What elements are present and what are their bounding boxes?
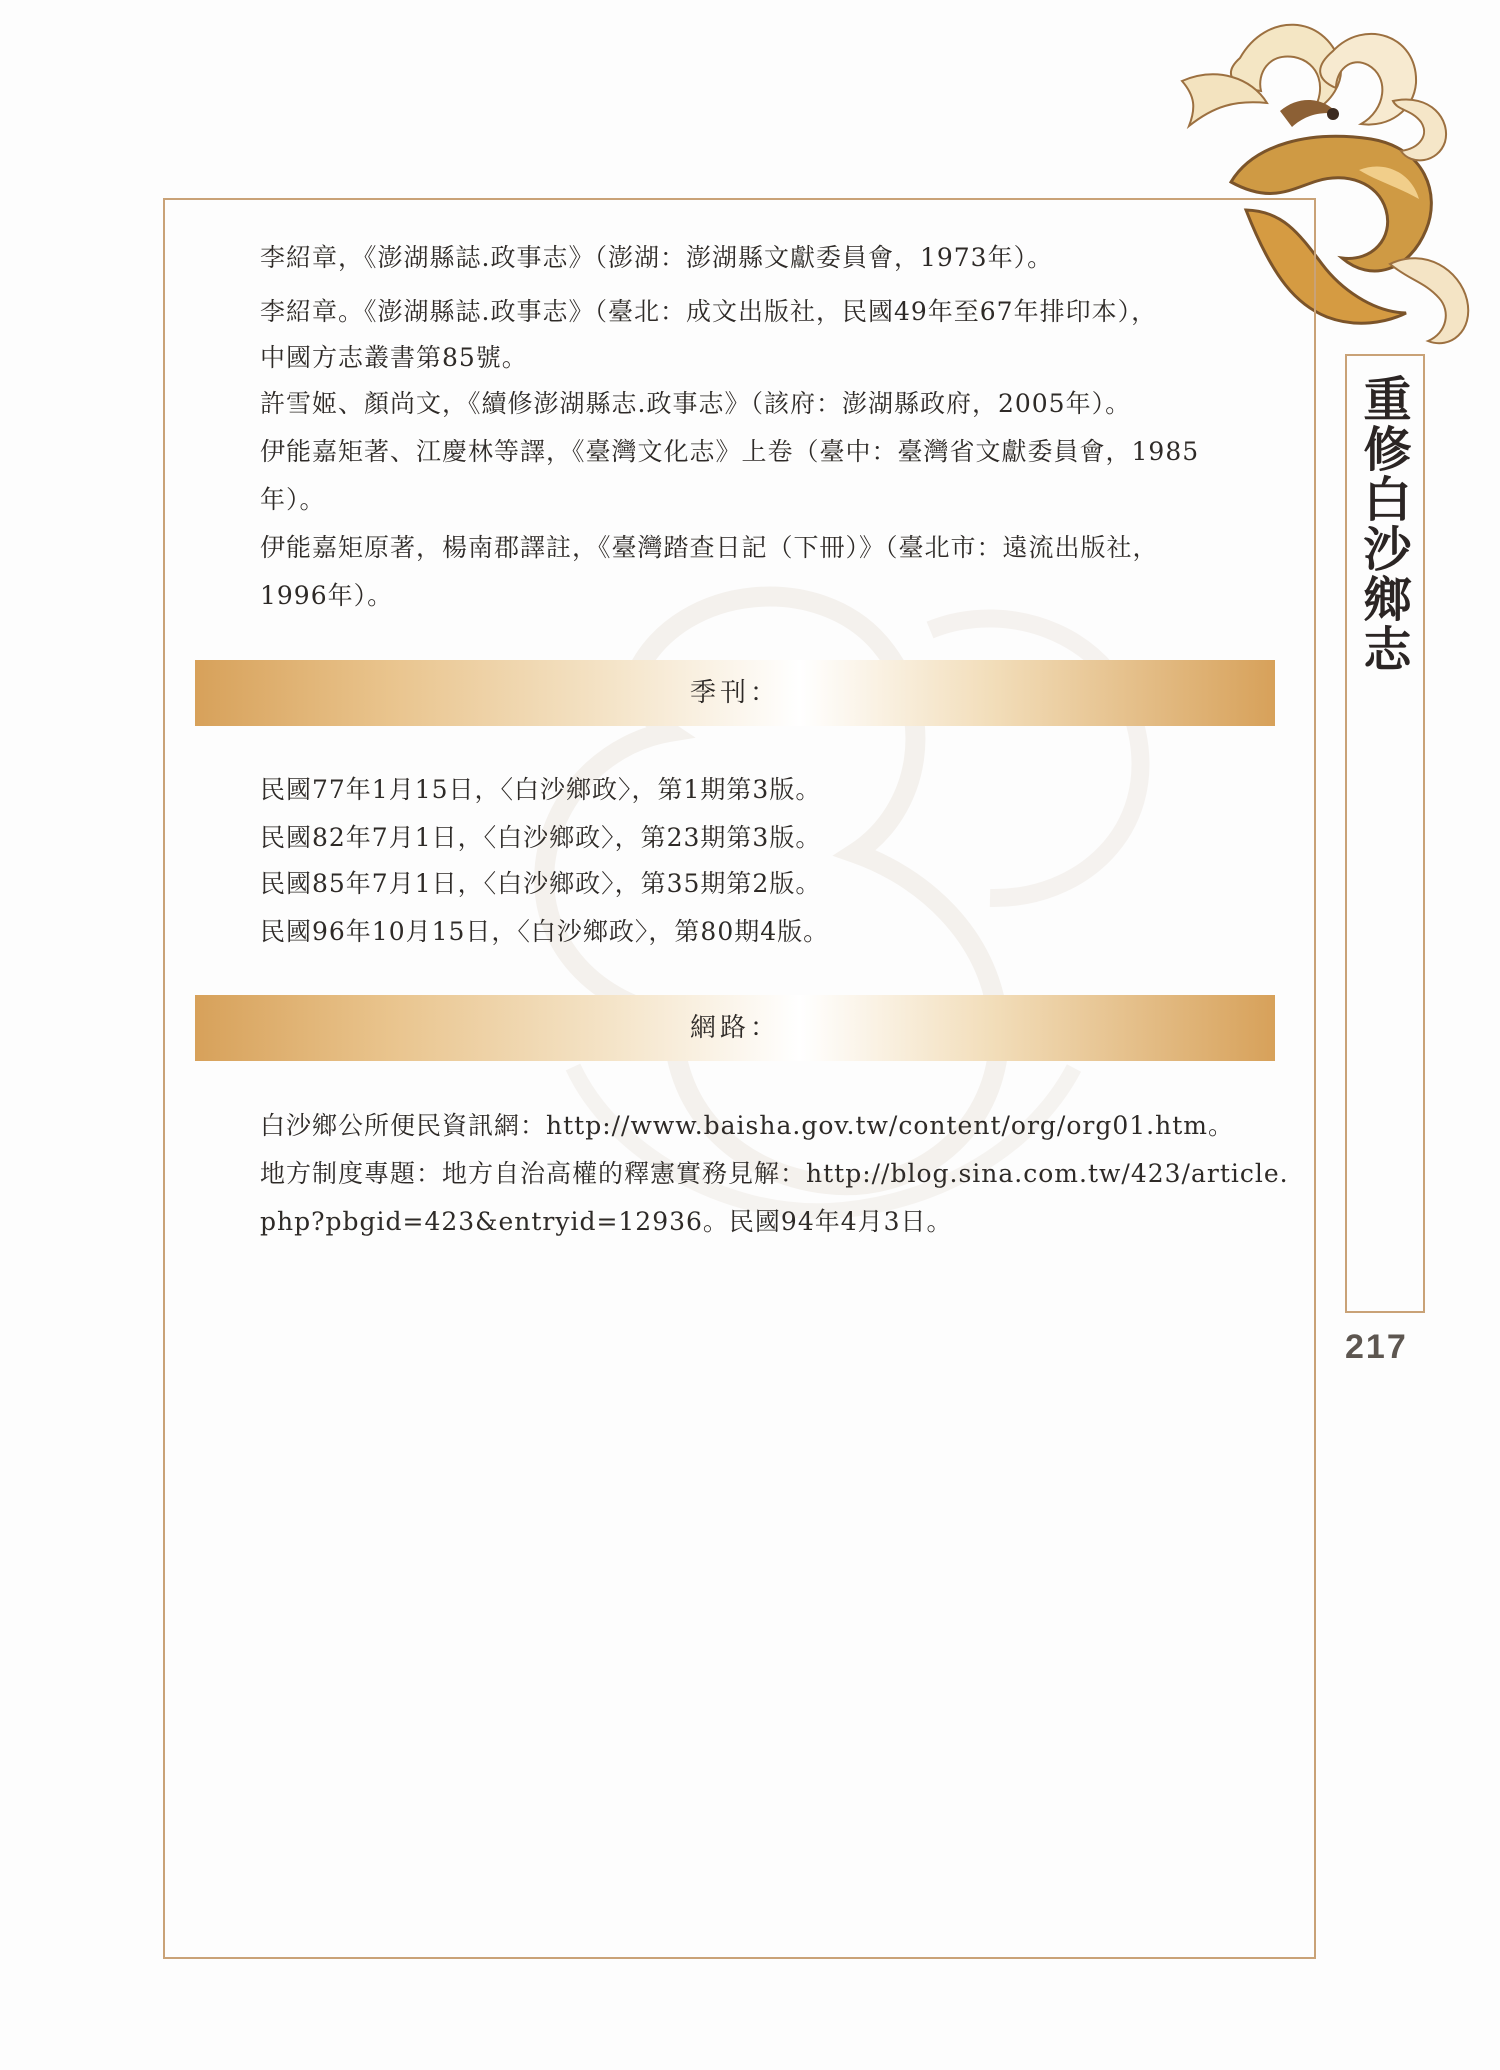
page-number: 217	[1345, 1328, 1408, 1366]
book-title-sidebar	[1345, 354, 1425, 1313]
internet-reference-line-2: 地方制度專題：地方自治高權的釋憲實務見解：http://blog.sina.com.tw/423/article.	[260, 1159, 1289, 1188]
book-reference-line-1: 李紹章，《澎湖縣誌.政事志》（澎湖：澎湖縣文獻委員會，1973年）。	[260, 243, 1054, 272]
internet-reference-line-1: 白沙鄉公所便民資訊網：http://www.baisha.gov.tw/content/org/org01.htm。	[260, 1111, 1234, 1140]
book-reference-line-2: 李紹章。《澎湖縣誌.政事志》（臺北：成文出版社，民國49年至67年排印本），	[260, 297, 1158, 326]
book-reference-line-3: 中國方志叢書第85號。	[260, 343, 528, 372]
internet-reference-line-3: php?pbgid=423&entryid=12936。民國94年4月3日。	[260, 1207, 953, 1236]
book-reference-line-8: 1996年）。	[260, 581, 394, 610]
quarterly-reference-line-2: 民國82年7月1日，〈白沙鄉政〉，第23期第3版。	[260, 823, 822, 852]
internet-section-title: 網路：	[689, 1013, 780, 1043]
quarterly-reference-line-1: 民國77年1月15日，〈白沙鄉政〉，第1期第3版。	[260, 775, 822, 804]
quarterly-section-title: 季刊：	[689, 678, 780, 708]
book-title: 重修白沙鄉志	[1355, 374, 1411, 674]
book-reference-line-4: 許雪姬、顏尚文，《續修澎湖縣志.政事志》（該府：澎湖縣政府，2005年）。	[260, 389, 1132, 418]
internet-section-header	[195, 995, 1275, 1061]
book-reference-line-7: 伊能嘉矩原著，楊南郡譯註，《臺灣踏查日記（下冊）》（臺北市：遠流出版社，	[260, 533, 1159, 562]
quarterly-section-header	[195, 660, 1275, 726]
quarterly-reference-line-3: 民國85年7月1日，〈白沙鄉政〉，第35期第2版。	[260, 869, 822, 898]
book-reference-line-6: 年）。	[260, 485, 326, 514]
quarterly-reference-line-4: 民國96年10月15日，〈白沙鄉政〉，第80期4版。	[260, 917, 830, 946]
book-reference-line-5: 伊能嘉矩著、江慶林等譯，《臺灣文化志》上卷（臺中：臺灣省文獻委員會，1985	[260, 437, 1200, 466]
